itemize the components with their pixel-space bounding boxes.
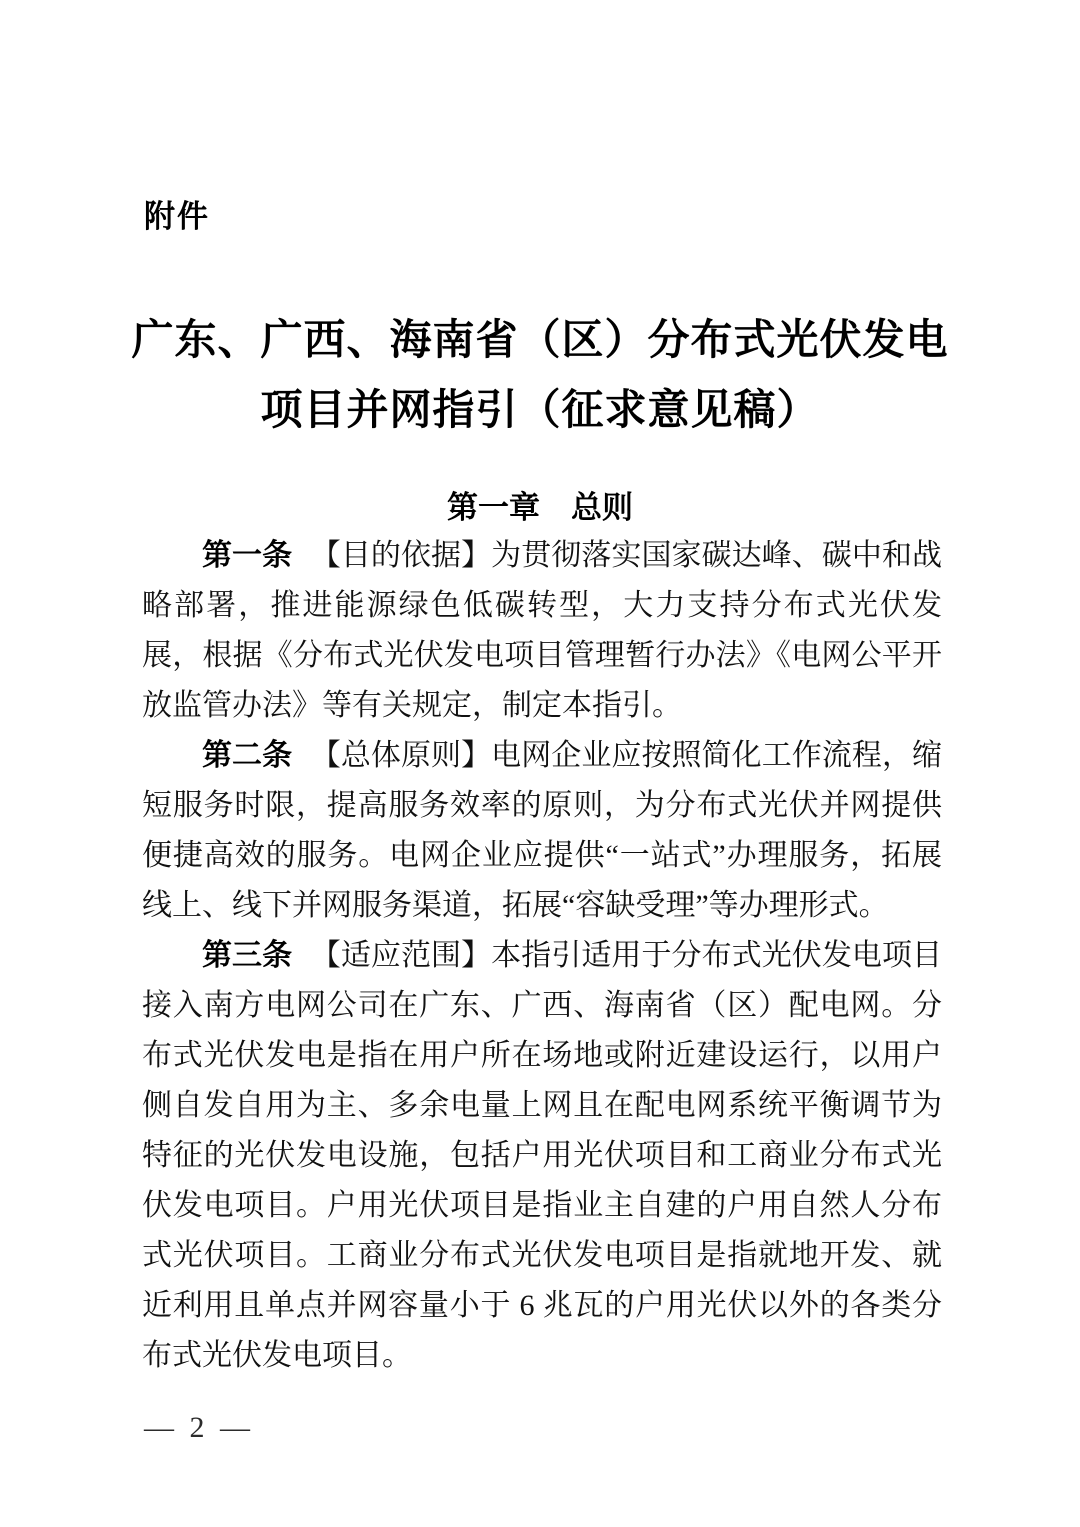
chapter-number: 第一章	[447, 490, 540, 525]
article-3-text: 本指引适用于分布式光伏发电项目接入南方电网公司在广东、广西、海南省（区）配电网。分布式光伏发电是指在用户所在场地或附近建设运行，以用户侧自发自用为主、多余电量上网且在配电网系统平衡调节为特征的光伏发电设施，包括户用光伏项目和工商业分布式光伏发电项目。户用光伏项目是指业主自建的户用自然人分布式光伏项目。工商业分布式光伏发电项目是指就地开发、就近利用且单点并网容量小于 6 兆瓦的户用光伏以外的各类分布式光伏发电项目。	[142, 939, 943, 1372]
document-title	[0, 306, 1080, 446]
article-2-label: 第二条	[202, 739, 293, 772]
paragraph-article-1	[142, 531, 942, 731]
article-2-clause: 【总体原则】	[310, 739, 492, 772]
article-1-clause: 【目的依据】	[310, 539, 492, 572]
article-1-label: 第一条	[202, 539, 293, 572]
document-title-line-2: 项目并网指引（征求意见稿）	[260, 388, 820, 434]
attachment-label: 附件	[144, 199, 210, 234]
article-3-label: 第三条	[202, 939, 293, 972]
document-body	[142, 531, 942, 1381]
page-number: — 2 —	[144, 1411, 254, 1444]
article-3-clause: 【适应范围】	[310, 939, 492, 972]
paragraph-article-2	[142, 731, 942, 931]
document-title-line-1: 广东、广西、海南省（区）分布式光伏发电	[131, 318, 949, 364]
article-1-text: 为贯彻落实国家碳达峰、碳中和战略部署，推进能源绿色低碳转型，大力支持分布式光伏发展，根据《分布式光伏发电项目管理暂行办法》《电网公平开放监管办法》等有关规定，制定本指引。	[142, 539, 943, 722]
chapter-title: 总则	[571, 490, 633, 525]
article-2-text: 电网企业应按照简化工作流程，缩短服务时限，提高服务效率的原则，为分布式光伏并网提供便捷高效的服务。电网企业应提供“一站式”办理服务，拓展线上、线下并网服务渠道，拓展“容缺受理”等办理形式。	[142, 739, 943, 922]
chapter-heading	[0, 487, 1080, 529]
paragraph-article-3	[142, 931, 942, 1381]
